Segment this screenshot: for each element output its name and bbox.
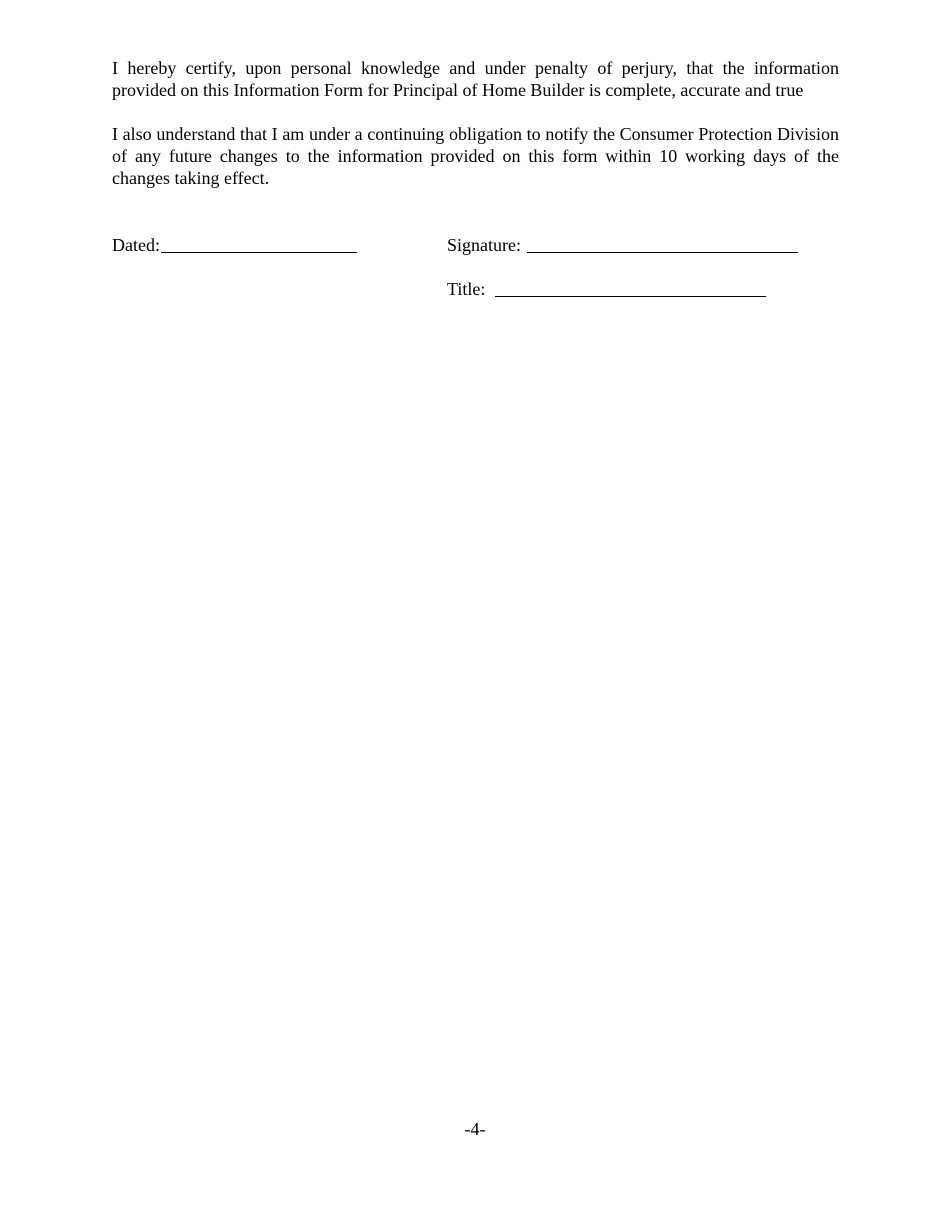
title-blank-line[interactable] [495,279,766,297]
certification-paragraph: I hereby certify, upon personal knowledge and under penalty of perjury, that the information provided on this Information Form for Principal of Home Builder is complete, accurate and true [112,58,839,100]
signature-field [447,233,798,256]
signature-label: Signature: [447,235,521,255]
dated-field [112,233,357,256]
title-label: Title: [447,279,486,299]
dated-blank-line[interactable] [161,235,357,253]
dated-label: Dated: [112,235,160,255]
page-number: -4- [464,1119,486,1139]
obligation-paragraph: I also understand that I am under a continuing obligation to notify the Consumer Protection Division of any future changes to the information provided on this form within 10 working days of the changes taking effect. [112,124,839,188]
title-field [447,277,766,300]
signature-blank-line[interactable] [527,235,798,253]
